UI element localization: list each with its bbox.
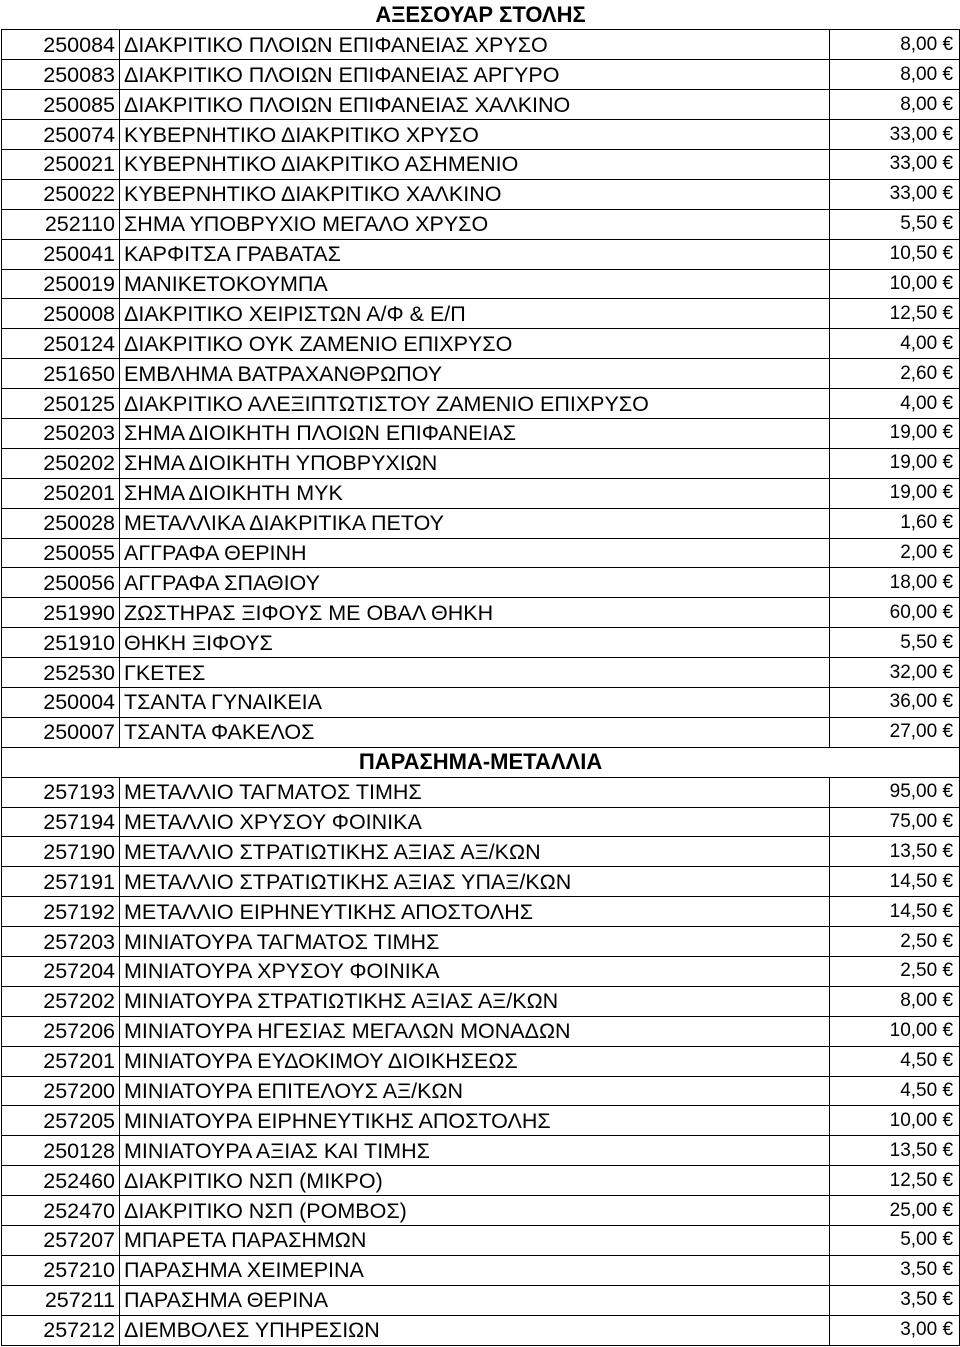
item-name: ΚΑΡΦΙΤΣΑ ΓΡΑΒΑΤΑΣ <box>120 239 830 269</box>
table-row <box>2 179 960 209</box>
item-price: 36,00 € <box>830 687 960 717</box>
item-code: 257201 <box>2 1046 120 1076</box>
item-code: 250128 <box>2 1136 120 1166</box>
table-row <box>2 1166 960 1196</box>
item-code: 257194 <box>2 807 120 837</box>
table-row <box>2 538 960 568</box>
item-name: ΠΑΡΑΣΗΜΑ ΧΕΙΜΕΡΙΝΑ <box>120 1255 830 1285</box>
item-code: 250008 <box>2 299 120 329</box>
item-price: 14,50 € <box>830 867 960 897</box>
item-price: 19,00 € <box>830 418 960 448</box>
item-name: ΤΣΑΝΤΑ ΓΥΝΑΙΚΕΙΑ <box>120 687 830 717</box>
item-price: 10,00 € <box>830 269 960 299</box>
table-row <box>2 628 960 658</box>
item-name: ΜΕΤΑΛΛΙΟ ΣΤΡΑΤΙΩΤΙΚΗΣ ΑΞΙΑΣ ΑΞ/ΚΩΝ <box>120 837 830 867</box>
item-code: 250124 <box>2 329 120 359</box>
item-name: ΣΗΜΑ ΔΙΟΙΚΗΤΗ ΥΠΟΒΡΥΧΙΩΝ <box>120 448 830 478</box>
item-price: 4,00 € <box>830 389 960 419</box>
item-price: 4,50 € <box>830 1046 960 1076</box>
item-name: ΚΥΒΕΡΝΗΤΙΚΟ ΔΙΑΚΡΙΤΙΚΟ ΧΑΛΚΙΝΟ <box>120 179 830 209</box>
item-name: ΜΙΝΙΑΤΟΥΡΑ ΧΡΥΣΟΥ ΦΟΙΝΙΚΑ <box>120 957 830 987</box>
item-code: 250125 <box>2 389 120 419</box>
item-name: ΔΙΑΚΡΙΤΙΚΟ ΠΛΟΙΩΝ ΕΠΙΦΑΝΕΙΑΣ ΧΡΥΣΟ <box>120 30 830 60</box>
item-price: 95,00 € <box>830 777 960 807</box>
table-row <box>2 1285 960 1315</box>
item-code: 257200 <box>2 1076 120 1106</box>
item-code: 257190 <box>2 837 120 867</box>
item-name: ΚΥΒΕΡΝΗΤΙΚΟ ΔΙΑΚΡΙΤΙΚΟ ΧΡΥΣΟ <box>120 120 830 150</box>
item-name: ΕΜΒΛΗΜΑ ΒΑΤΡΑΧΑΝΘΡΩΠΟΥ <box>120 359 830 389</box>
item-name: ΜΑΝΙΚΕΤΟΚΟΥΜΠΑ <box>120 269 830 299</box>
item-code: 250021 <box>2 149 120 179</box>
table-row <box>2 209 960 239</box>
item-name: ΜΕΤΑΛΛΙΚΑ ΔΙΑΚΡΙΤΙΚΑ ΠΕΤΟΥ <box>120 508 830 538</box>
item-price: 14,50 € <box>830 897 960 927</box>
item-name: ΔΙΑΚΡΙΤΙΚΟ ΑΛΕΞΙΠΤΩΤΙΣΤΟΥ ΖΑΜΕΝΙΟ ΕΠΙΧΡΥΣΟ <box>120 389 830 419</box>
table-row <box>2 658 960 688</box>
item-price: 8,00 € <box>830 90 960 120</box>
table-row <box>2 269 960 299</box>
item-price: 2,50 € <box>830 957 960 987</box>
item-name: ΣΗΜΑ ΔΙΟΙΚΗΤΗ ΜΥΚ <box>120 478 830 508</box>
item-code: 250004 <box>2 687 120 717</box>
item-name: ΤΣΑΝΤΑ ΦΑΚΕΛΟΣ <box>120 717 830 747</box>
item-code: 252110 <box>2 209 120 239</box>
item-code: 257206 <box>2 1016 120 1046</box>
table-row <box>2 90 960 120</box>
item-price: 60,00 € <box>830 598 960 628</box>
table-row <box>2 30 960 60</box>
item-code: 250041 <box>2 239 120 269</box>
table-row <box>2 299 960 329</box>
table-row <box>2 1315 960 1345</box>
item-price: 19,00 € <box>830 478 960 508</box>
item-price: 4,50 € <box>830 1076 960 1106</box>
item-price: 25,00 € <box>830 1196 960 1226</box>
table-row <box>2 120 960 150</box>
item-code: 250056 <box>2 568 120 598</box>
item-code: 257203 <box>2 927 120 957</box>
table-row <box>2 867 960 897</box>
item-code: 250201 <box>2 478 120 508</box>
item-name: ΔΙΑΚΡΙΤΙΚΟ ΠΛΟΙΩΝ ΕΠΙΦΑΝΕΙΑΣ ΑΡΓΥΡΟ <box>120 60 830 90</box>
item-price: 8,00 € <box>830 30 960 60</box>
item-name: ΔΙΑΚΡΙΤΙΚΟ ΟΥΚ ΖΑΜΕΝΙΟ ΕΠΙΧΡΥΣΟ <box>120 329 830 359</box>
item-price: 2,00 € <box>830 538 960 568</box>
table-row <box>2 389 960 419</box>
item-price: 33,00 € <box>830 149 960 179</box>
price-list-table <box>1 0 960 1346</box>
item-name: ΔΙΑΚΡΙΤΙΚΟ ΝΣΠ (ΜΙΚΡΟ) <box>120 1166 830 1196</box>
item-name: ΣΗΜΑ ΔΙΟΙΚΗΤΗ ΠΛΟΙΩΝ ΕΠΙΦΑΝΕΙΑΣ <box>120 418 830 448</box>
table-row <box>2 1136 960 1166</box>
item-price: 4,00 € <box>830 329 960 359</box>
table-row <box>2 687 960 717</box>
section-header-row <box>2 0 960 30</box>
item-code: 250085 <box>2 90 120 120</box>
item-name: ΜΕΤΑΛΛΙΟ ΕΙΡΗΝΕΥΤΙΚΗΣ ΑΠΟΣΤΟΛΗΣ <box>120 897 830 927</box>
table-row <box>2 1076 960 1106</box>
item-price: 10,00 € <box>830 1106 960 1136</box>
table-row <box>2 239 960 269</box>
item-name: ΜΙΝΙΑΤΟΥΡΑ ΑΞΙΑΣ ΚΑΙ ΤΙΜΗΣ <box>120 1136 830 1166</box>
item-price: 5,50 € <box>830 209 960 239</box>
item-code: 257202 <box>2 986 120 1016</box>
item-name: ΣΗΜΑ ΥΠΟΒΡΥΧΙΟ ΜΕΓΑΛΟ ΧΡΥΣΟ <box>120 209 830 239</box>
item-price: 19,00 € <box>830 448 960 478</box>
table-row <box>2 359 960 389</box>
item-code: 250019 <box>2 269 120 299</box>
table-row <box>2 717 960 747</box>
item-code: 250022 <box>2 179 120 209</box>
item-name: ΜΕΤΑΛΛΙΟ ΣΤΡΑΤΙΩΤΙΚΗΣ ΑΞΙΑΣ ΥΠΑΞ/ΚΩΝ <box>120 867 830 897</box>
item-name: ΔΙΑΚΡΙΤΙΚΟ ΧΕΙΡΙΣΤΩΝ Α/Φ & Ε/Π <box>120 299 830 329</box>
item-code: 250007 <box>2 717 120 747</box>
item-code: 252530 <box>2 658 120 688</box>
item-name: ΜΠΑΡΕΤΑ ΠΑΡΑΣΗΜΩΝ <box>120 1226 830 1256</box>
table-row <box>2 1016 960 1046</box>
item-price: 10,00 € <box>830 1016 960 1046</box>
item-code: 251910 <box>2 628 120 658</box>
item-name: ΖΩΣΤΗΡΑΣ ΞΙΦΟΥΣ ΜΕ ΟΒΑΛ ΘΗΚΗ <box>120 598 830 628</box>
table-row <box>2 986 960 1016</box>
table-row <box>2 568 960 598</box>
item-price: 33,00 € <box>830 179 960 209</box>
item-code: 252460 <box>2 1166 120 1196</box>
item-code: 250028 <box>2 508 120 538</box>
item-name: ΔΙΑΚΡΙΤΙΚΟ ΝΣΠ (ΡΟΜΒΟΣ) <box>120 1196 830 1226</box>
item-code: 257211 <box>2 1285 120 1315</box>
item-code: 257191 <box>2 867 120 897</box>
item-price: 12,50 € <box>830 299 960 329</box>
item-price: 3,50 € <box>830 1255 960 1285</box>
item-name: ΘΗΚΗ ΞΙΦΟΥΣ <box>120 628 830 658</box>
item-name: ΚΥΒΕΡΝΗΤΙΚΟ ΔΙΑΚΡΙΤΙΚΟ ΑΣΗΜΕΝΙΟ <box>120 149 830 179</box>
section-title: ΑΞΕΣΟΥΑΡ ΣΤΟΛΗΣ <box>2 0 960 30</box>
item-price: 2,60 € <box>830 359 960 389</box>
item-code: 257204 <box>2 957 120 987</box>
item-name: ΜΙΝΙΑΤΟΥΡΑ ΕΠΙΤΕΛΟΥΣ ΑΞ/ΚΩΝ <box>120 1076 830 1106</box>
item-price: 13,50 € <box>830 837 960 867</box>
table-row <box>2 149 960 179</box>
item-code: 251650 <box>2 359 120 389</box>
price-list-body <box>2 0 960 1345</box>
item-price: 27,00 € <box>830 717 960 747</box>
item-code: 250074 <box>2 120 120 150</box>
item-code: 250084 <box>2 30 120 60</box>
item-code: 257193 <box>2 777 120 807</box>
item-price: 10,50 € <box>830 239 960 269</box>
item-code: 251990 <box>2 598 120 628</box>
item-code: 250203 <box>2 418 120 448</box>
table-row <box>2 837 960 867</box>
item-price: 3,00 € <box>830 1315 960 1345</box>
item-code: 250083 <box>2 60 120 90</box>
item-code: 257207 <box>2 1226 120 1256</box>
item-code: 257192 <box>2 897 120 927</box>
item-name: ΜΙΝΙΑΤΟΥΡΑ ΕΙΡΗΝΕΥΤΙΚΗΣ ΑΠΟΣΤΟΛΗΣ <box>120 1106 830 1136</box>
item-price: 5,00 € <box>830 1226 960 1256</box>
item-price: 75,00 € <box>830 807 960 837</box>
table-row <box>2 927 960 957</box>
table-row <box>2 957 960 987</box>
item-name: ΔΙΕΜΒΟΛΕΣ ΥΠΗΡΕΣΙΩΝ <box>120 1315 830 1345</box>
section-title: ΠΑΡΑΣΗΜΑ-ΜΕΤΑΛΛΙΑ <box>2 747 960 777</box>
table-row <box>2 448 960 478</box>
table-row <box>2 807 960 837</box>
table-row <box>2 1226 960 1256</box>
item-code: 252470 <box>2 1196 120 1226</box>
item-name: ΜΙΝΙΑΤΟΥΡΑ ΣΤΡΑΤΙΩΤΙΚΗΣ ΑΞΙΑΣ ΑΞ/ΚΩΝ <box>120 986 830 1016</box>
item-price: 12,50 € <box>830 1166 960 1196</box>
table-row <box>2 418 960 448</box>
item-name: ΜΙΝΙΑΤΟΥΡΑ ΕΥΔΟΚΙΜΟΥ ΔΙΟΙΚΗΣΕΩΣ <box>120 1046 830 1076</box>
item-price: 5,50 € <box>830 628 960 658</box>
table-row <box>2 1196 960 1226</box>
table-row <box>2 1046 960 1076</box>
item-name: ΠΑΡΑΣΗΜΑ ΘΕΡΙΝΑ <box>120 1285 830 1315</box>
item-name: ΓΚΕΤΕΣ <box>120 658 830 688</box>
item-name: ΑΓΓΡΑΦΑ ΣΠΑΘΙΟΥ <box>120 568 830 598</box>
item-name: ΔΙΑΚΡΙΤΙΚΟ ΠΛΟΙΩΝ ΕΠΙΦΑΝΕΙΑΣ ΧΑΛΚΙΝΟ <box>120 90 830 120</box>
item-code: 257205 <box>2 1106 120 1136</box>
item-price: 8,00 € <box>830 986 960 1016</box>
item-code: 257210 <box>2 1255 120 1285</box>
table-row <box>2 60 960 90</box>
table-row <box>2 329 960 359</box>
item-code: 257212 <box>2 1315 120 1345</box>
table-row <box>2 478 960 508</box>
item-price: 3,50 € <box>830 1285 960 1315</box>
table-row <box>2 897 960 927</box>
item-name: ΜΙΝΙΑΤΟΥΡΑ ΗΓΕΣΙΑΣ ΜΕΓΑΛΩΝ ΜΟΝΑΔΩΝ <box>120 1016 830 1046</box>
item-name: ΜΕΤΑΛΛΙΟ ΧΡΥΣΟΥ ΦΟΙΝΙΚΑ <box>120 807 830 837</box>
item-name: ΑΓΓΡΑΦΑ ΘΕΡΙΝΗ <box>120 538 830 568</box>
item-price: 8,00 € <box>830 60 960 90</box>
table-row <box>2 1255 960 1285</box>
item-price: 33,00 € <box>830 120 960 150</box>
item-price: 2,50 € <box>830 927 960 957</box>
item-code: 250202 <box>2 448 120 478</box>
table-row <box>2 508 960 538</box>
item-name: ΜΙΝΙΑΤΟΥΡΑ ΤΑΓΜΑΤΟΣ ΤΙΜΗΣ <box>120 927 830 957</box>
item-price: 13,50 € <box>830 1136 960 1166</box>
table-row <box>2 1106 960 1136</box>
item-code: 250055 <box>2 538 120 568</box>
section-header-row <box>2 747 960 777</box>
table-row <box>2 777 960 807</box>
item-price: 1,60 € <box>830 508 960 538</box>
item-name: ΜΕΤΑΛΛΙΟ ΤΑΓΜΑΤΟΣ ΤΙΜΗΣ <box>120 777 830 807</box>
table-row <box>2 598 960 628</box>
item-price: 18,00 € <box>830 568 960 598</box>
item-price: 32,00 € <box>830 658 960 688</box>
